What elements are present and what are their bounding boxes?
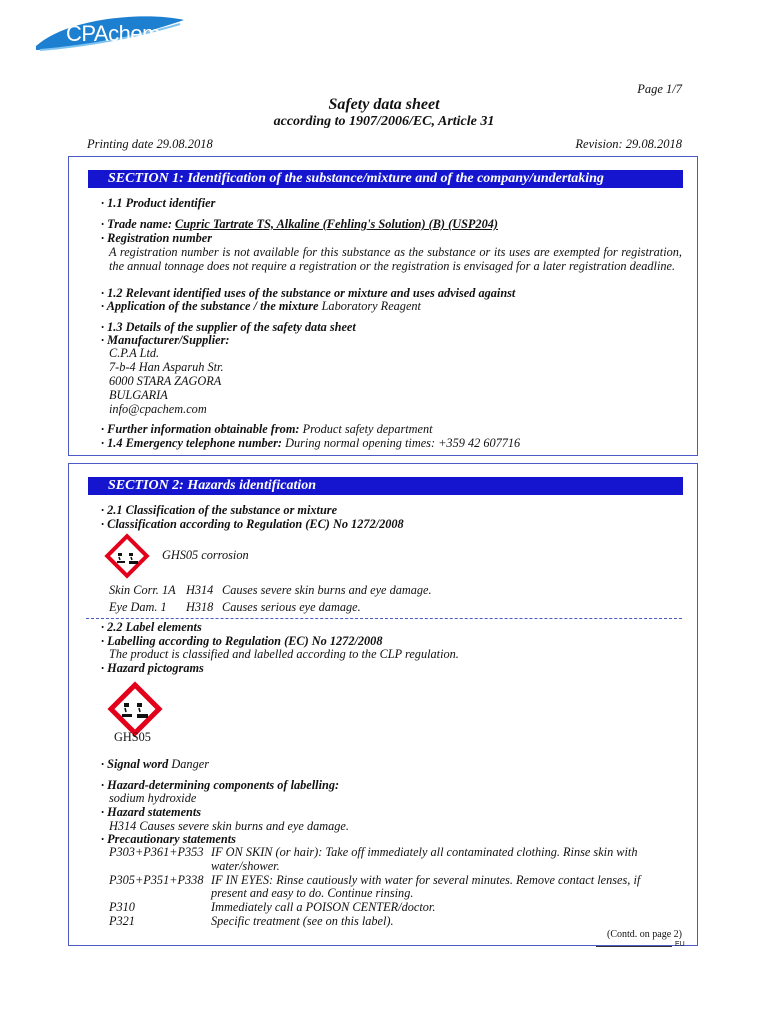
further-info-row	[101, 423, 433, 437]
further-info-label: · Further information obtainable from:	[101, 422, 300, 436]
classification-regulation-label: · Classification according to Regulation (EC) No 1272/2008	[101, 517, 404, 531]
classification-label: · 2.1 Classification of the substance or mixture	[101, 503, 338, 517]
emergency-value: During normal opening times: +359 42 607716	[285, 436, 521, 450]
trade-name-row	[101, 218, 498, 232]
application-row	[101, 300, 421, 314]
precaution-text: Immediately call a POISON CENTER/doctor.	[211, 900, 436, 914]
hazard-row	[109, 601, 361, 615]
hazard-statements-label: · Hazard statements	[101, 805, 202, 819]
continued-note: (Contd. on page 2)	[607, 929, 682, 940]
precaution-text: present and easy to do. Continue rinsing.	[211, 886, 414, 900]
section-divider	[86, 618, 682, 619]
logo-text: CPAchem	[66, 21, 160, 46]
precaution-text: water/shower.	[211, 859, 280, 873]
components-value: sodium hydroxide	[109, 791, 197, 805]
precaution-code: P321	[109, 914, 135, 928]
address-line: 7-b-4 Han Asparuh Str.	[109, 360, 224, 374]
signal-word-row	[101, 758, 209, 772]
hazard-code: H314	[186, 583, 214, 597]
precautionary-label: · Precautionary statements	[101, 832, 236, 846]
section-2-heading: SECTION 2: Hazards identification	[88, 477, 683, 495]
precaution-text: IF IN EYES: Rinse cautiously with water for several minutes. Remove contact lenses, if	[211, 873, 641, 887]
emergency-label: · 1.4 Emergency telephone number:	[101, 436, 283, 450]
application-value: Laboratory Reagent	[321, 299, 421, 313]
pictograms-label: · Hazard pictograms	[101, 661, 204, 675]
trade-name-label: · Trade name:	[101, 217, 172, 231]
region-label: EU	[675, 941, 685, 948]
hazard-statements-value: H314 Causes severe skin burns and eye damage.	[109, 819, 349, 833]
registration-label: · Registration number	[101, 231, 213, 245]
cpachem-logo	[30, 10, 190, 58]
precaution-code: P305+P351+P338	[109, 873, 204, 887]
hazard-code: H318	[186, 600, 214, 614]
document-subtitle: according to 1907/2006/EC, Article 31	[273, 114, 495, 129]
ghs-caption: GHS05 corrosion	[162, 548, 249, 562]
trade-name-value: Cupric Tartrate TS, Alkaline (Fehling's Solution) (B) (USP204)	[175, 217, 498, 231]
footer-rule	[596, 946, 672, 947]
signal-word-value: Danger	[171, 757, 209, 771]
section-1-heading: SECTION 1: Identification of the substance/mixture and of the company/undertaking	[88, 170, 683, 188]
uses-label: · 1.2 Relevant identified uses of the substance or mixture and uses advised against	[101, 286, 516, 300]
precaution-code: P310	[109, 900, 135, 914]
signal-word-label: · Signal word	[101, 757, 169, 771]
precaution-code: P303+P361+P353	[109, 845, 204, 859]
revision-date: Revision: 29.08.2018	[575, 137, 682, 151]
ghs05-corrosion-icon	[104, 533, 150, 579]
components-label: · Hazard-determining components of labelling:	[101, 778, 340, 792]
further-info-value: Product safety department	[302, 422, 433, 436]
document-title: Safety data sheet	[328, 96, 440, 113]
hazard-row	[109, 584, 432, 598]
supplier-label: · 1.3 Details of the supplier of the safety data sheet	[101, 320, 356, 334]
address-line: 6000 STARA ZAGORA	[109, 374, 222, 388]
precaution-text: IF ON SKIN (or hair): Take off immediately all contaminated clothing. Rinse skin with	[211, 845, 638, 859]
emergency-row	[101, 437, 520, 451]
page-number: Page 1/7	[637, 82, 682, 96]
address-line: C.P.A Ltd.	[109, 346, 160, 360]
manufacturer-label: · Manufacturer/Supplier:	[101, 333, 230, 347]
ghs05-pictogram-icon	[107, 681, 163, 737]
hazard-text: Causes serious eye damage.	[222, 600, 361, 614]
labelling-text: The product is classified and labelled according to the CLP regulation.	[109, 647, 459, 661]
hazard-class: Eye Dam. 1	[109, 600, 167, 614]
pictogram-caption: GHS05	[114, 730, 151, 744]
hazard-text: Causes severe skin burns and eye damage.	[222, 583, 432, 597]
labelling-label: · Labelling according to Regulation (EC) No 1272/2008	[101, 634, 383, 648]
precaution-text: Specific treatment (see on this label).	[211, 914, 394, 928]
application-label: · Application of the substance / the mixture	[101, 299, 319, 313]
printing-date: Printing date 29.08.2018	[87, 137, 213, 151]
hazard-class: Skin Corr. 1A	[109, 583, 176, 597]
registration-text: A registration number is not available for this substance as the substance or its uses are exempted for registration, the annual tonnage does not require a registration or the registration is envisaged for a later registration deadline.	[109, 245, 682, 273]
address-line: BULGARIA	[109, 388, 168, 402]
product-identifier-label: · 1.1 Product identifier	[101, 196, 216, 210]
email-line: info@cpachem.com	[109, 402, 207, 416]
label-elements-label: · 2.2 Label elements	[101, 620, 202, 634]
